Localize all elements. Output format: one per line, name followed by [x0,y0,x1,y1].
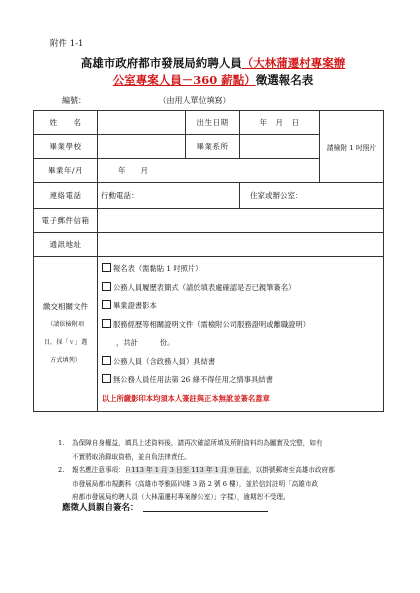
documents-label: 繳交相關文件 [43,302,88,311]
graduation-label: 畢業年/月 [34,159,98,183]
address-field[interactable] [98,233,384,257]
department-label: 畢業系所 [186,135,240,159]
title-part2: （大林蒲遷村專案辦 [241,56,346,70]
annex-label: 附件 1-1 [50,39,84,49]
home-office-phone-field[interactable]: 住家或辦公室： [240,183,384,209]
checkbox[interactable] [102,374,111,383]
documents-label-cell [34,257,98,412]
title-part4: 徵選報名表 [255,73,314,87]
note-1: 1. 為保障自身權益，填具上述資料後，請再次確認所填及所附資料均為屬實及完整，如有 不實將取消錄取資格，並自負法律責任。 [58,439,323,461]
school-field[interactable] [98,135,186,159]
notes-section [58,437,376,505]
title-part3: 公室專案人員－360 薪點） [112,73,256,87]
birth-date-field[interactable]: 年 月 日 [240,111,320,135]
checklist-item[interactable]: 服務經歷等相關證明文件（需檢附公司服務證明或離職證明） [102,316,379,335]
checklist-item[interactable]: 公務人員（含政務人員）具結書 [102,353,379,372]
signature-label: 應徵人員親自簽名： [62,503,139,513]
title-part1: 高雄市政府都市發展局約聘人員 [80,56,242,70]
checklist-item[interactable]: 公務人員履歷表簡式（請於填表處確認是否已親筆簽名） [102,279,379,298]
birth-date-label: 出生日期 [186,111,240,135]
edit-number-row [62,95,231,106]
name-label: 姓 名 [34,111,98,135]
application-form-table [33,110,384,412]
school-label: 畢業學校 [34,135,98,159]
edit-number-label: 編號： [62,96,86,105]
checklist-item[interactable]: 畢業證書影本 [102,297,379,316]
email-field[interactable] [98,209,384,233]
name-field[interactable] [98,111,186,135]
checkbox[interactable] [102,319,111,328]
documents-instruction-1: （請依檢附項 [46,321,85,328]
email-label: 電子郵件信箱 [34,209,98,233]
checkbox[interactable] [102,282,111,291]
checkbox[interactable] [102,300,111,309]
checkbox[interactable] [102,356,111,365]
documents-instruction-2: 目，採「ｖ」選 [43,339,88,346]
graduation-field[interactable]: 年 月 [98,159,320,183]
page-title [48,55,378,89]
edit-number-note: （由用人單位填寫） [158,96,231,105]
checklist-item[interactable]: 報名表（需黏貼 1 吋照片） [102,260,379,279]
checklist-item[interactable]: 無公務人員任用法第 26 條不得任用之情事具結書 [102,371,379,390]
address-label: 通訊地址 [34,233,98,257]
phone-label: 連絡電話 [34,183,98,209]
documents-warning: 以上所繳影印本均須本人簽註與正本無訛並簽名蓋章 [102,393,270,403]
mobile-phone-field[interactable]: 行動電話： [98,183,240,209]
checkbox[interactable] [102,263,111,272]
note-2: 2. 報名應注意事項：自113 年 1 月 3 日至 113 年 1 月 9 日止，以掛號郵寄至高雄市政府都 市發展局都市規劃科（高雄市苓雅區四維 3 路 2 號 6 樓），並於信封註明「高雄市政 府都市發展局約聘人員（大林蒲遷村專案辦公室）」字樣），逾期恕不受理。 [58,466,335,501]
department-field[interactable] [240,135,320,159]
documents-checklist [98,257,384,412]
signature-line[interactable] [143,511,268,512]
application-period: 113 年 1 月 3 日至 113 年 1 月 9 日止 [131,466,250,474]
signature-row [62,501,268,513]
photo-box[interactable]: 請檢附 1 吋照片 [320,111,384,183]
document-count-line[interactable]: ，共計 份。 [116,338,175,347]
documents-instruction-3: 方式填列） [50,357,81,364]
